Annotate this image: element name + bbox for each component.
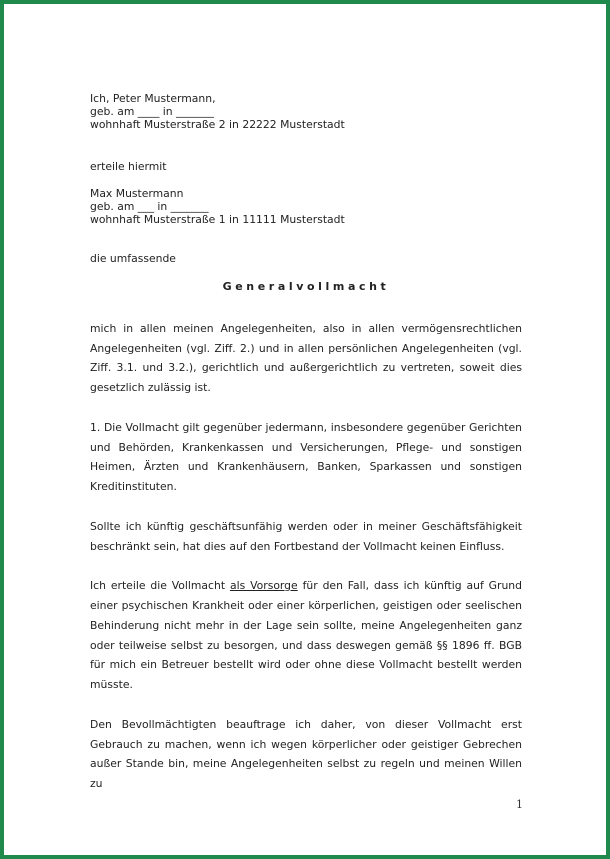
grantor-residence-line: wohnhaft Musterstraße 2 in 22222 Musterstadt xyxy=(90,118,345,132)
grantee-residence-line: wohnhaft Musterstraße 1 in 11111 Musterstadt xyxy=(90,213,345,227)
document-title: Generalvollmacht xyxy=(222,279,390,293)
grantor-address xyxy=(90,92,522,132)
grantor-birth-line: geb. am ____ in _______ xyxy=(90,105,214,119)
paragraph-validity: 1. Die Vollmacht gilt gegenüber jedermann, insbesondere gegenüber Gerichten und Behörden, Krankenkassen und Versicherungen, Pflege- und sonstigen Heimen, Ärzten und Krankenhäusern, Banken, Sparkassen und sonstigen Kreditinstituten. xyxy=(90,420,522,494)
grantee-name-line: Max Mustermann xyxy=(90,186,184,200)
grantee-birth-line: geb. am ___ in _______ xyxy=(90,200,209,214)
paragraph-incapacity: Sollte ich künftig geschäftsunfähig werden oder in meiner Geschäftsfähigkeit beschränkt sein, hat dies auf den Fortbestand der Vollmacht keinen Einfluss. xyxy=(90,519,522,553)
grant-statement: erteile hiermit xyxy=(90,159,167,173)
intro-text: die umfassende xyxy=(90,252,176,266)
paragraph-scope: mich in allen meinen Angelegenheiten, also in allen vermögensrechtlichen Angelegenheiten (vgl. Ziff. 2.) und in allen persönlichen Angelegenheiten (vgl. Ziff. 3.1. und 3.2.), gerichtlich und außergerichtlich zu vertreten, soweit dies gesetzlich zulässig ist. xyxy=(90,321,522,395)
grantor-name-line: Ich, Peter Mustermann, xyxy=(90,92,216,105)
page-number: 1 xyxy=(516,798,523,811)
document-body xyxy=(90,92,522,794)
precaution-underlined: als Vorsorge xyxy=(229,579,298,593)
document-page xyxy=(4,4,606,855)
paragraph-instruction: Den Bevollmächtigten beauftrage ich daher, von dieser Vollmacht erst Gebrauch zu machen, wenn ich wegen körperlicher oder geistiger Gebrechen außer Stande bin, meine Angelegenheiten selbst zu regeln und meinen Willen zu xyxy=(90,717,522,791)
grantee-address xyxy=(90,187,522,227)
precaution-text-start: Ich erteile die Vollmacht xyxy=(90,579,230,593)
paragraph-precaution xyxy=(90,576,522,695)
precaution-text-end: für den Fall, dass ich künftig auf Grund einer psychischen Krankheit oder einer körperlichen, geistigen oder seelischen Behinderung nicht mehr in der Lage sein sollte, meine Angelegenheiten ganz oder teilweise selbst zu besorgen, und dass deswegen gemäß §§ 1896 ff. BGB für mich ein Betreuer bestellt wird oder ohne diese Vollmacht bestellt werden müsste. xyxy=(90,579,522,692)
